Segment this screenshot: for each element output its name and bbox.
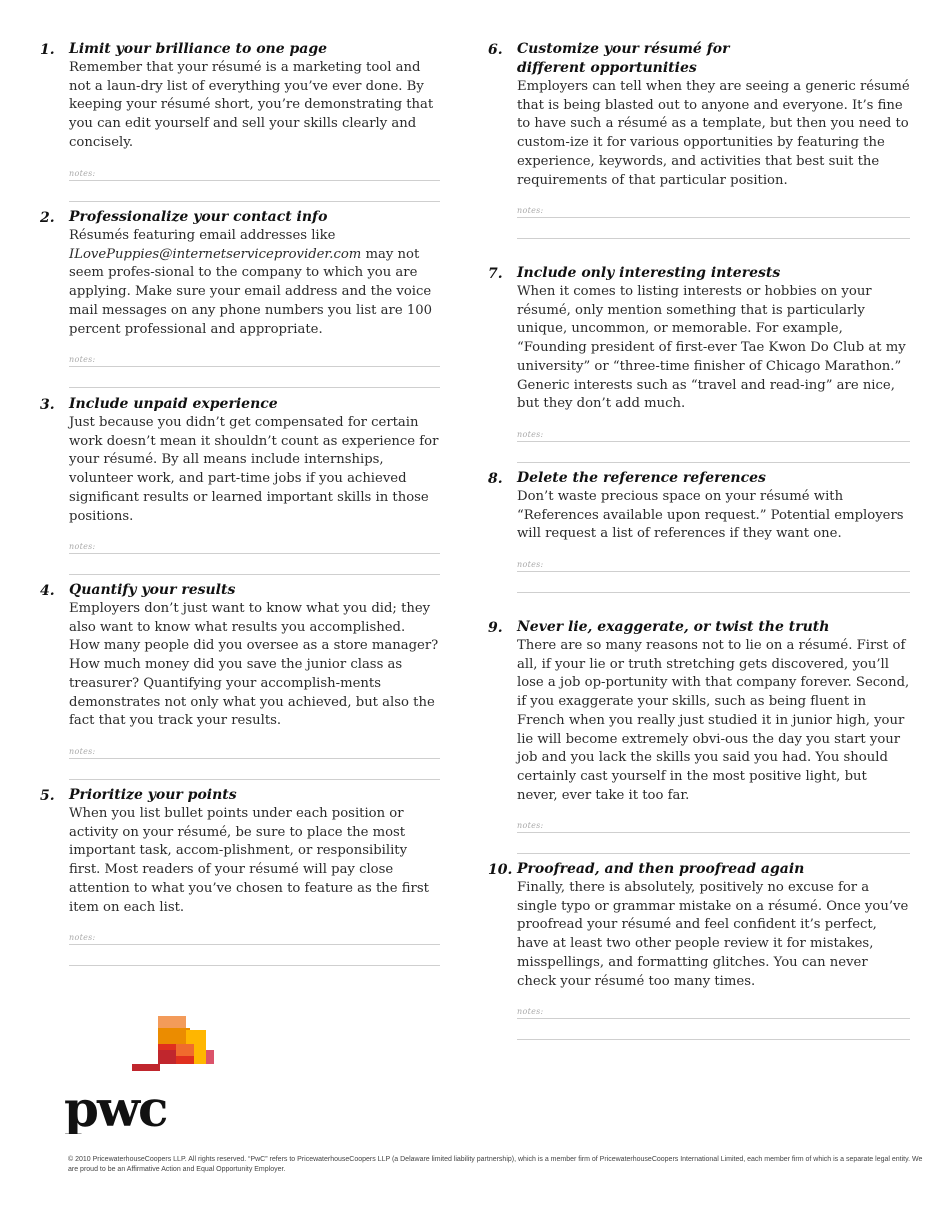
- tip-text: Remember that your résumé is a marketing tool and not a laun-dry list of everything you’ve ever done. By keeping your résumé short, you’re demonstrating that you can edit yourself and sell your skills clearly and concisely.: [69, 60, 434, 150]
- tip-title: Professionalize your contact info: [69, 209, 328, 225]
- tip-number: 7.: [488, 266, 503, 282]
- tip-6: [488, 40, 910, 244]
- notes-field: [517, 1007, 910, 1045]
- notes-label: notes:: [69, 746, 96, 756]
- notes-rule: [517, 592, 910, 593]
- notes-rule: [517, 441, 910, 442]
- notes-label: notes:: [517, 1007, 544, 1017]
- notes-rule: [69, 366, 440, 367]
- notes-rule: [517, 853, 910, 854]
- tip-1: [40, 40, 440, 207]
- notes-field: [517, 206, 910, 244]
- notes-label: notes:: [517, 429, 544, 439]
- pwc-wordmark: pwc: [64, 1079, 167, 1134]
- notes-rule: [69, 779, 440, 780]
- notes-rule: [517, 462, 910, 463]
- tip-title: Include only interesting interests: [517, 265, 781, 281]
- notes-label: notes:: [69, 168, 96, 178]
- notes-label: notes:: [69, 542, 96, 552]
- notes-field: [69, 933, 440, 971]
- notes-label: notes:: [69, 355, 96, 365]
- notes-field: [69, 355, 440, 393]
- tip-text: There are so many reasons not to lie on a résumé. First of all, if your lie or truth stretching gets discovered, you’ll lose a job op-portunity with that company forever. Second, if you exaggerate your skills, such as being fluent in French when you really just studied it in junior high, your lie will become extremely obvi-ous the day you start your job and you lack the skills you said you had. You should certainly cast yourself in the most positive light, but never, ever take it too far.: [517, 638, 910, 803]
- tip-number: 2.: [40, 210, 55, 226]
- tip-number: 6.: [488, 42, 503, 58]
- tip-text: Employers can tell when they are seeing a generic résumé that is being blasted out to anyone and everyone. It’s fine to have such a résumé as a template, but then you need to custom-ize it for various opportunities by featuring the experience, keywords, and activities that best suit the requirements of that particular position.: [517, 79, 910, 188]
- tip-text: Employers don’t just want to know what you did; they also want to know what results you accomplished. How many people did you oversee as a store manager? How much money did you save the junior class as treasurer? Quantifying your accomplish-ments demonstrates not only what you achieved, but also the fact that you track your results.: [69, 601, 439, 729]
- tip-number: 10.: [488, 862, 513, 878]
- notes-rule: [517, 238, 910, 239]
- tip-number: 9.: [488, 620, 503, 636]
- tip-text-start: Résumés featuring email addresses like: [69, 228, 336, 243]
- notes-rule: [517, 571, 910, 572]
- tip-text: [69, 227, 440, 339]
- notes-label: notes:: [69, 933, 96, 943]
- tip-title: Prioritize your points: [69, 787, 237, 803]
- tip-title: Never lie, exaggerate, or twist the truth: [517, 619, 830, 635]
- tip-title: Proofread, and then proofread again: [517, 861, 805, 877]
- tip-number: 3.: [40, 397, 55, 413]
- notes-rule: [517, 1018, 910, 1019]
- tip-title: Include unpaid experience: [69, 396, 278, 412]
- tip-text-end: may not seem profes-sional to the company to which you are applying. Make sure your email address and the voice mail messages on any phone numbers you list are 100 percent professional and appropriate.: [69, 246, 432, 337]
- tip-8: [488, 469, 910, 598]
- tip-text: When you list bullet points under each position or activity on your résumé, be sure to place the most important task, accom-plishment, or responsibility first. Most readers of your résumé will pay close attention to what you’ve chosen to feature as the first item on each list.: [69, 806, 429, 915]
- notes-rule: [517, 1039, 910, 1040]
- notes-field: [517, 560, 910, 598]
- tip-text: Don’t waste precious space on your résumé with “References available upon request.” Potential employers will request a list of references if they want one.: [517, 489, 904, 542]
- tip-10: [488, 860, 910, 1045]
- tip-3: [40, 395, 440, 580]
- notes-field: [517, 430, 910, 468]
- notes-rule: [69, 944, 440, 945]
- tip-number: 4.: [40, 583, 55, 599]
- pwc-logo: [62, 1014, 222, 1134]
- notes-rule: [517, 832, 910, 833]
- tip-text: Just because you didn’t get compensated for certain work doesn’t mean it shouldn’t count as experience for your résumé. By all means include internships, volunteer work, and part-time jobs if you achieved significant results or learned important skills in those positions.: [69, 415, 439, 524]
- notes-rule: [69, 201, 440, 202]
- notes-rule: [69, 553, 440, 554]
- notes-field: [69, 169, 440, 207]
- copyright-footer: © 2010 PricewaterhouseCoopers LLP. All rights reserved. “PwC” refers to PricewaterhouseCoopers LLP (a Delaware limited liability partnership), which is a member firm of PricewaterhouseCoopers International Limited, each member firm of which is a separate legal entity. We are proud to be an Affirmative Action and Equal Opportunity Employer.: [68, 1156, 923, 1173]
- tip-title: Delete the reference references: [517, 470, 766, 486]
- notes-field: [517, 821, 910, 859]
- tip-7: [488, 264, 910, 468]
- tip-9: [488, 618, 910, 859]
- notes-rule: [69, 758, 440, 759]
- tip-number: 5.: [40, 788, 55, 804]
- notes-label: notes:: [517, 821, 544, 831]
- tip-number: 8.: [488, 471, 503, 487]
- pwc-logo-mark: [62, 1014, 222, 1134]
- tip-text: When it comes to listing interests or hobbies on your résumé, only mention something that is particularly unique, uncommon, or memorable. For example, “Founding president of first-ever Tae Kwon Do Club at my university” or “three-time finisher of Chicago Marathon.” Generic interests such as “travel and read-ing” are nice, but they don’t add much.: [517, 284, 906, 412]
- tip-title: Customize your résumé for different opportunities: [517, 41, 730, 76]
- tip-5: [40, 786, 440, 971]
- notes-label: notes:: [517, 560, 544, 570]
- tip-email-example: ILovePuppies@internetserviceprovider.com: [69, 246, 362, 262]
- tip-title: Limit your brilliance to one page: [69, 41, 328, 57]
- notes-field: [69, 542, 440, 580]
- notes-field: [69, 747, 440, 785]
- tip-2: [40, 208, 440, 393]
- notes-rule: [69, 965, 440, 966]
- tip-number: 1.: [40, 42, 55, 58]
- notes-rule: [69, 574, 440, 575]
- notes-rule: [517, 217, 910, 218]
- notes-rule: [69, 387, 440, 388]
- tip-text: Finally, there is absolutely, positively no excuse for a single typo or grammar mistake on a résumé. Once you’ve proofread your résumé and feel confident it’s perfect, have at least two other people review it for mistakes, misspellings, and formatting glitches. You can never check your résumé too many times.: [517, 880, 909, 989]
- tip-4: [40, 581, 440, 785]
- notes-rule: [69, 180, 440, 181]
- notes-label: notes:: [517, 206, 544, 216]
- tip-title: Quantify your results: [69, 582, 236, 598]
